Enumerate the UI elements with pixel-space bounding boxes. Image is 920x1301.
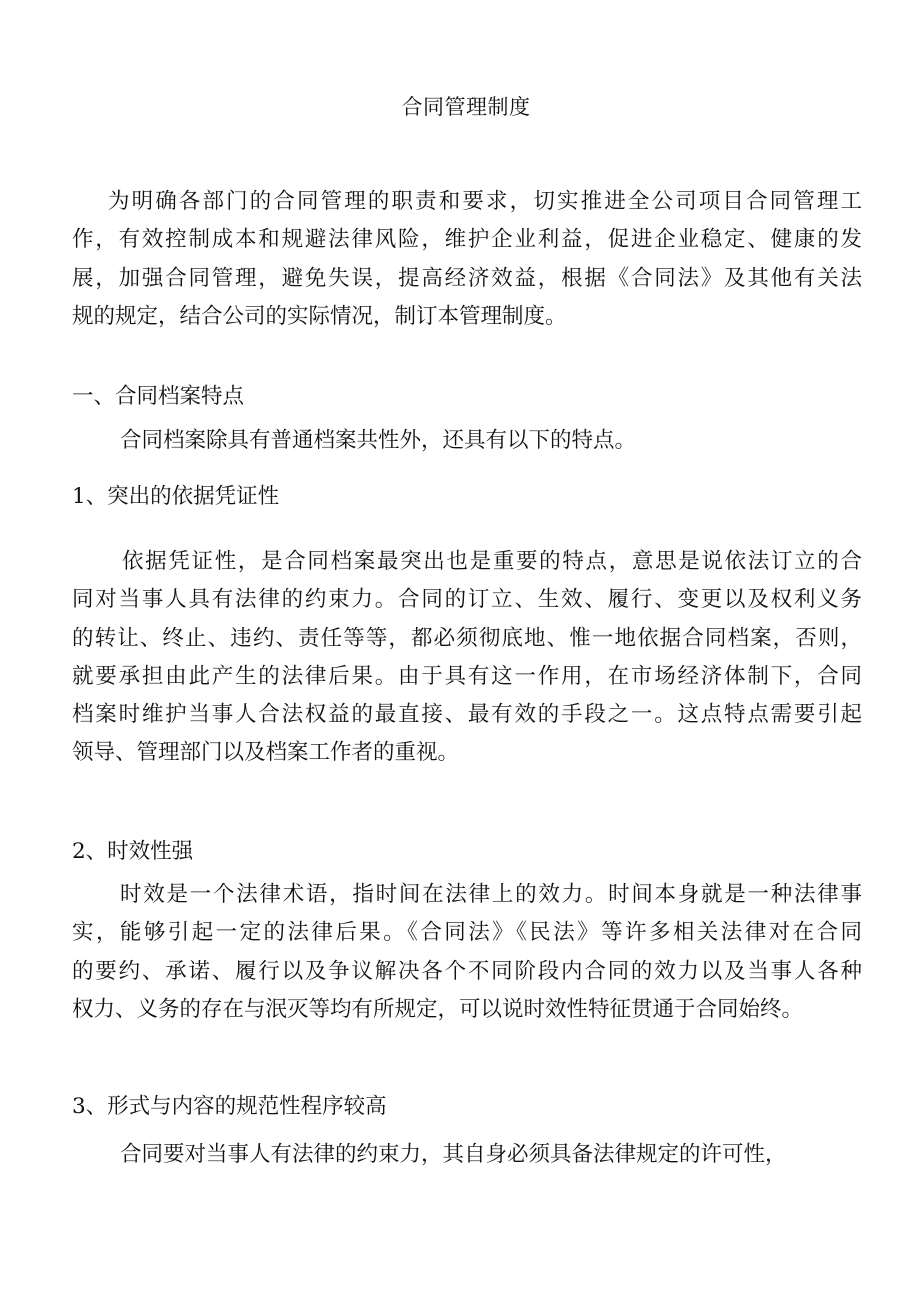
- item2-paragraph: [72, 876, 862, 1029]
- document-title: 合同管理制度: [401, 95, 531, 119]
- item1-line: 档案时维护当事人合法权益的最直接、最有效的手段之一。这点特点需要引起: [72, 702, 862, 728]
- section-heading: 一、合同档案特点: [72, 384, 245, 409]
- intro-line: 展，加强合同管理，避免失误，提高经济效益，根据《合同法》及其他有关法: [72, 265, 862, 291]
- intro-paragraph: [72, 183, 862, 336]
- section-lead-text: 合同档案除具有普通档案共性外，还具有以下的特点。: [120, 428, 637, 453]
- item1-line: 领导、管理部门以及档案工作者的重视。: [72, 740, 460, 766]
- intro-line: 作，有效控制成本和规避法律风险，维护企业利益，促进企业稳定、健康的发: [72, 227, 862, 253]
- item1-paragraph: [72, 543, 862, 773]
- intro-line: 为明确各部门的合同管理的职责和要求，切实推进全公司项目合同管理工: [108, 189, 862, 214]
- item-heading: 1、突出的依据凭证性: [72, 484, 280, 509]
- item3-lead-text: 合同要对当事人有法律的约束力，其自身必须具备法律规定的许可性，: [120, 1142, 787, 1167]
- intro-line: 规的规定，结合公司的实际情况，制订本管理制度。: [72, 303, 567, 329]
- item-heading: 3、形式与内容的规范性程序较高: [72, 1094, 387, 1119]
- item-heading: 2、时效性强: [72, 839, 194, 864]
- item2-line: 权力、义务的存在与泯灭等均有所规定，可以说时效性特征贯通于合同始终。: [72, 996, 804, 1022]
- item1-line: 的转让、终止、违约、责任等等，都必须彻底地、惟一地依据合同档案，否则，: [72, 625, 862, 651]
- item2-line: 时效是一个法律术语，指时间在法律上的效力。时间本身就是一种法律事: [120, 882, 862, 907]
- item2-line: 实，能够引起一定的法律后果。《合同法》《民法》等许多相关法律对在合同: [72, 920, 862, 946]
- item2-line: 的要约、承诺、履行以及争议解决各个不同阶段内合同的效力以及当事人各种: [72, 958, 862, 984]
- item1-line: 依据凭证性，是合同档案最突出也是重要的特点，意思是说依法订立的合: [122, 549, 862, 574]
- item1-line: 同对当事人具有法律的约束力。合同的订立、生效、履行、变更以及权利义务: [72, 587, 862, 613]
- item1-line: 就要承担由此产生的法律后果。由于具有这一作用，在市场经济体制下，合同: [72, 663, 862, 689]
